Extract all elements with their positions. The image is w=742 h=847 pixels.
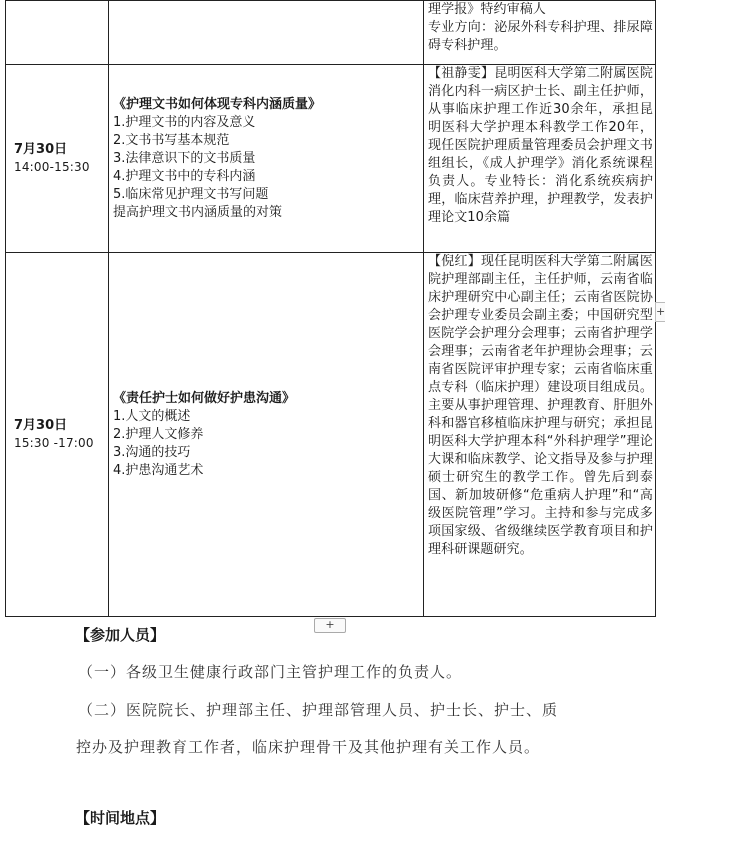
session-topic: 《责任护士如何做好护患沟通》 bbox=[113, 390, 296, 406]
speaker-bio bbox=[424, 1, 655, 55]
topic-item: 4.护理文书中的专科内涵 bbox=[113, 168, 256, 184]
bio-line: 专业方向：泌尿外科专科护理、排尿障碍专科护理。 bbox=[428, 20, 653, 53]
participants-item-2: （二）医院院长、护理部主任、护理部管理人员、护士长、护士、质 bbox=[78, 701, 559, 719]
speaker-bio: 【倪红】现任昆明医科大学第二附属医院护理部副主任，主任护师，云南省临床护理研究中心副主任；云南省医院协会护理专业委员会副主委；中国研究型医院学会护理分会理事；云南省护理学会理事；云南省老年护理协会理事；云南省医院评审护理专家；云南省临床重点专科（临床护理）建设项目组成员。主要从事护理管理、护理教育、肝胆外科和器官移植临床护理与研究；承担昆明医科大学护理本科“外科护理学”理论大课和临床教学、论文指导及参与护理硕士研究生的教学工作。曾先后到泰国、新加坡研修“危重病人护理”和“高级医院管理”学习。主持和参与完成多项国家级、省级继续医学教育项目和护理科研课题研究。 bbox=[428, 254, 653, 557]
topic-item: 2.护理人文修养 bbox=[113, 426, 204, 442]
table-row bbox=[6, 1, 656, 65]
topic-item: 提高护理文书内涵质量的对策 bbox=[113, 204, 283, 220]
topic-item: 1.人文的概述 bbox=[113, 408, 191, 424]
topic-item: 5.临床常见护理文书写问题 bbox=[113, 186, 269, 202]
bio-line: 理学报》特约审稿人 bbox=[428, 2, 546, 17]
schedule-table bbox=[5, 0, 656, 617]
date-cell bbox=[6, 253, 109, 617]
session-topic: 《护理文书如何体现专科内涵质量》 bbox=[113, 96, 322, 112]
time-place-heading: 【时间地点】 bbox=[75, 809, 166, 827]
table-row bbox=[6, 65, 656, 253]
speaker-cell bbox=[424, 65, 656, 253]
session-date: 7月30日 bbox=[14, 142, 68, 157]
topic-item: 3.沟通的技巧 bbox=[113, 444, 191, 460]
participants-item-1: （一）各级卫生健康行政部门主管护理工作的负责人。 bbox=[78, 663, 463, 681]
topic-cell bbox=[109, 65, 424, 253]
add-column-button[interactable]: + bbox=[655, 302, 665, 322]
session-time: 15:30 -17:00 bbox=[14, 436, 94, 450]
date-cell bbox=[6, 1, 109, 65]
participants-item-2-cont: 控办及护理教育工作者，临床护理骨干及其他护理有关工作人员。 bbox=[76, 738, 541, 756]
topic-item: 4.护患沟通艺术 bbox=[113, 462, 204, 478]
topic-cell bbox=[109, 1, 424, 65]
session-time: 14:00-15:30 bbox=[14, 160, 90, 174]
topic-item: 2.文书书写基本规范 bbox=[113, 132, 230, 148]
session-date: 7月30日 bbox=[14, 418, 68, 433]
table-row bbox=[6, 253, 656, 617]
add-row-button[interactable]: + bbox=[314, 618, 346, 633]
topic-item: 3.法律意识下的文书质量 bbox=[113, 150, 256, 166]
speaker-bio: 【祖静雯】昆明医科大学第二附属医院消化内科一病区护士长、副主任护师，从事临床护理工作近30余年，承担昆明医科大学护理本科教学工作20年，现任医院护理质量管理委员会护理文书组组长，《成人护理学》消化系统课程负责人。专业特长：消化系统疾病护理，临床营养护理，护理教学，发表护理论文10余篇 bbox=[428, 66, 653, 225]
speaker-cell bbox=[424, 253, 656, 617]
speaker-cell bbox=[424, 1, 656, 65]
topic-cell bbox=[109, 253, 424, 617]
topic-item: 1.护理文书的内容及意义 bbox=[113, 114, 256, 130]
participants-heading: 【参加人员】 bbox=[75, 626, 166, 644]
date-cell bbox=[6, 65, 109, 253]
